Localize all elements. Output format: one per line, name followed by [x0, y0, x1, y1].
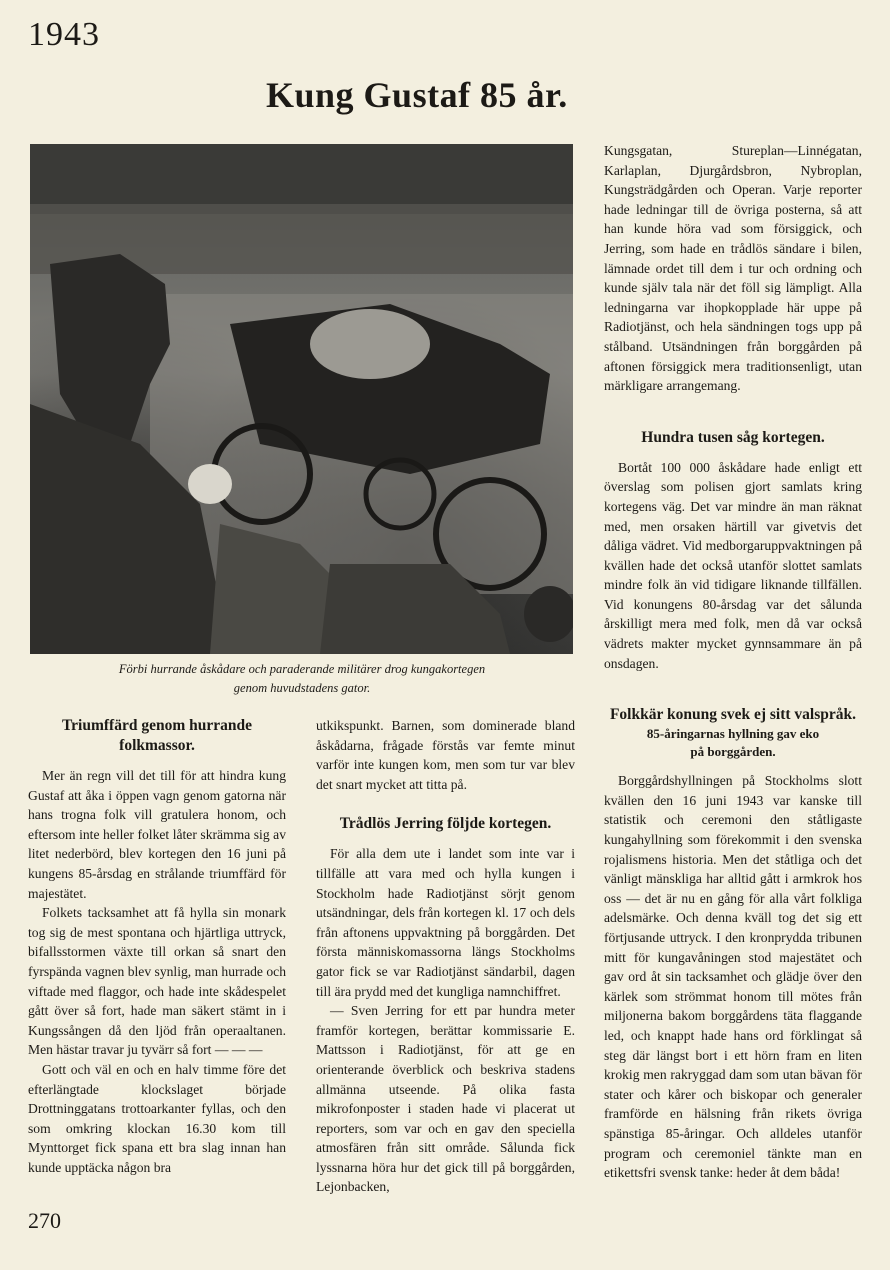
paragraph: Mer än regn vill det till för att hindra kung Gustaf att åka i öppen vagn genom gatorna när hans trogna folk vill gratulera honom, och eftersom inte heller folket låter skrämma sig av litet nederbörd, blev kortegen den 16 juni på kungens 85-årsdag en strålande triumffärd för majestätet. — [28, 768, 286, 901]
section-heading-jerring: Trådlös Jerring följde kortegen. — [339, 815, 552, 833]
subheading-line-1: 85-åringarnas hyllning gav eko — [646, 726, 820, 742]
paragraph: Kungsgatan, Stureplan—Linnégatan, Karlaplan, Djurgårdsbron, Nybroplan, Kungsträdgården och Operan. Varje reporter hade ledningar till de övriga posterna, så att han kunde höra vad som försiggick, och Jerring, som hade en trådlös sändare i bilen, lämnade ordet till dem i tur och ordning och kunde själv tala när det föll sig lämpligt. Alla ledningarna var ihopkopplade här uppe på Radiotjänst, och hela sändningen togs upp på stålband. Utsändningen från borggården på aftonen försiggick mera traditionsenligt, utan märkligare arrangemang. — [604, 143, 862, 394]
section-heading-hundra-tusen: Hundra tusen såg kortegen. — [641, 428, 825, 446]
paragraph: För alla dem ute i landet som inte var i tillfälle att vara med och hylla kungen i Stockholm hade Radiotjänst sörjt genom utsändningar, dels från kortegen kl. 17 och dels från aftonens uppvaktning på borggården. Det första människomassorna längs Stockholms gator fick se var Radiotjänst sändarbil, dagen till ära prydd med det kungliga namnchiffret. — [316, 846, 575, 999]
soldier-rows — [30, 144, 573, 214]
spacer — [28, 756, 286, 766]
spacer — [604, 448, 862, 458]
paragraph: — Sven Jerring for ett par hundra meter framför kortegen, berättar kommissarie E. Mattsson i Radiotjänst, för att ge en orienterande överblick och beskriva stadens allmänna utseende. På olika fasta mikrofonposter i staden hade vi placerat ut reporters, som var och en gav den speciella atmosfären från sitt område. Sålunda fick lyssnarna höra hur det gick till på borggården, Lejonbacken, — [316, 1003, 575, 1195]
procession-photo — [30, 144, 573, 654]
spacer — [316, 834, 575, 844]
procession-photo-drawing — [30, 144, 573, 654]
paragraph: Bortåt 100 000 åskådare hade enligt ett överslag som polisen gjort samlats kring kortegens väg. Det var mindre än man räknat med, men orsaken härtill var givetvis det dåliga vädret. Vid medborgaruppvaktningen på kvällen hade det också utanför slottet samlats mindre folk än vid tidigare liknande tillfällen. Vid konungens 80-årsdag var det sålunda årskilligt mera med folk, men då var också vädrets makter mycket gynnsammare än på onsdagen. — [604, 459, 862, 671]
caption-line-2: genom huvudstadens gator. — [233, 681, 371, 695]
section-subheading — [604, 725, 862, 761]
spectator-head — [524, 586, 573, 642]
section-heading-folkkar: Folkkär konung svek ej sitt valspråk. — [609, 706, 857, 724]
column-1 — [28, 716, 286, 1177]
paragraph: utkikspunkt. Barnen, som dominerade bland åskådarna, frågade förstås var femte minut varför inte kungen kom, men som tur var blev det snart mycket att titta på. — [316, 718, 575, 792]
spacer — [316, 794, 575, 814]
spacer — [604, 761, 862, 771]
year-heading: 1943 — [28, 16, 100, 53]
page-title: Kung Gustaf 85 år. — [266, 75, 568, 115]
caption-line-1: Förbi hurrande åskådare och paraderande militärer drog kungakortegen — [118, 662, 486, 676]
column-2 — [316, 716, 575, 1197]
spacer — [604, 673, 862, 705]
section-heading-triumph — [28, 716, 286, 756]
paragraph: Gott och väl en och en halv timme före det efterlängtade klockslaget började Drottninggatans trottoarkanter fyllas, och den som omkring klockan 16.30 kom till Mynttorget fick spana ett bra slag innan han kunde upptäcka någon bra — [28, 1061, 286, 1175]
heading-line-1: Triumffärd genom hurrande — [61, 717, 252, 734]
heading-line-2: folkmassor. — [119, 737, 195, 754]
page-number: 270 — [28, 1208, 61, 1233]
white-hat — [188, 464, 232, 504]
subheading-line-2: på borggården. — [690, 744, 776, 760]
passengers — [310, 309, 430, 379]
spacer — [604, 396, 862, 428]
column-3 — [604, 141, 862, 1183]
paragraph: Borggårdshyllningen på Stockholms slott kvällen den 16 juni 1943 var kanske till statistik och ceremoni den ståtligaste kungahyllning som förekommit i den svenska rojalismens historia. Men det ståtliga och det vänligt mänskliga har alltid gått i armkrok hos oss — det är nu en gång för alla vårt folkliga adelsmärke. Och denna kväll tog det sig ett förtjusande uttryck. I den kronprydda tribunen mitt för kungavåningen stod majestätet och gav ord åt sin tacksamhet och glädje över den kärlek som strömmat honom till mötes från miljonerna bakom borggårdens täta flaggande led, och knappt hade hans ord förklingat så steg där längst bort i ett hörn fram en liten krokig men rakryggad dam som utan bävan för stater och kårer och biskopar och generaler framförde en hälsning från rikets övriga spänstiga 85-åringar. Och alldeles utanför program och ceremoniel tänkte man en etikettsfri svensk tanke: heder åt dem båda! — [604, 773, 862, 1181]
photo-caption — [60, 660, 544, 698]
paragraph: Folkets tacksamhet att få hylla sin monark tog sig de mest spontana och hjärtliga uttryck, bifallsstormen växte till orkan så snart den fyrspända vagnen blev synlig, man hurrade och viftade med flaggor, och hade inte skådespelet gått över så fort, hade man säkert stämt in i Kungssången då den ljöd från operaaltanen. Men hästar travar ju tyvärr så fort — — — — [28, 905, 286, 1058]
